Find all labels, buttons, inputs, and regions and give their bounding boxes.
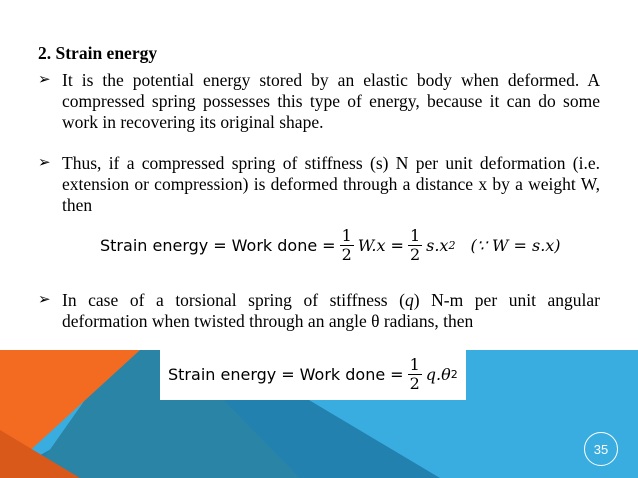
formula-work-done: Work done: [299, 364, 386, 384]
fraction: [340, 227, 354, 264]
fraction-denominator: 2: [409, 244, 421, 264]
formula-work-done: Work done: [231, 235, 318, 255]
bullet-text: [62, 290, 600, 332]
section-heading: 2. Strain energy: [38, 43, 158, 63]
formula-term: W.x: [357, 235, 386, 255]
bullet-item: [38, 153, 600, 216]
formula-exponent: 2: [450, 367, 458, 381]
formula-equals: =: [281, 364, 295, 384]
page-number-label: 35: [593, 441, 609, 457]
formula-lhs: Strain energy: [100, 235, 209, 255]
page-number: [584, 432, 618, 466]
bullet-text-variable: q: [405, 290, 414, 310]
formula-condition: (∵ W = s.x): [470, 235, 561, 255]
formula-equals: =: [390, 235, 404, 255]
fraction: [408, 356, 422, 393]
fraction: [408, 227, 422, 264]
torsional-strain-energy-formula: [160, 348, 466, 400]
arrow-bullet-icon: ➢: [38, 72, 51, 88]
fraction-numerator: 1: [409, 225, 421, 245]
formula-lhs: Strain energy: [168, 364, 277, 384]
formula-term: s.x: [426, 235, 449, 255]
formula-equals: =: [213, 235, 227, 255]
formula-equals: =: [322, 235, 336, 255]
bullet-text: It is the potential energy stored by an elastic body when deformed. A compressed spring possesses this type of energy, because it can do some work in recovering its original shape.: [62, 70, 600, 132]
bullet-item: [38, 70, 600, 133]
formula-exponent: 2: [448, 238, 456, 252]
fraction-denominator: 2: [341, 244, 352, 264]
bullet-text: Thus, if a compressed spring of stiffness (s) N per unit deformation (i.e. extension or compression) is deformed through a distance x by a weight W, then: [62, 153, 600, 215]
fraction-denominator: 2: [409, 373, 420, 393]
bullet-text-part: ) N-m per unit angular deformation when twisted through an angle θ radians, then: [62, 290, 600, 331]
arrow-bullet-icon: ➢: [38, 292, 51, 308]
fraction-numerator: 1: [341, 225, 352, 245]
arrow-bullet-icon: ➢: [38, 155, 51, 171]
formula-equals: =: [390, 364, 404, 384]
fraction-numerator: 1: [409, 354, 420, 374]
strain-energy-formula: [100, 220, 561, 270]
bullet-text-part: In case of a torsional spring of stiffness (: [62, 290, 406, 310]
bullet-item: [38, 290, 600, 332]
formula-term: q.θ: [425, 364, 451, 384]
